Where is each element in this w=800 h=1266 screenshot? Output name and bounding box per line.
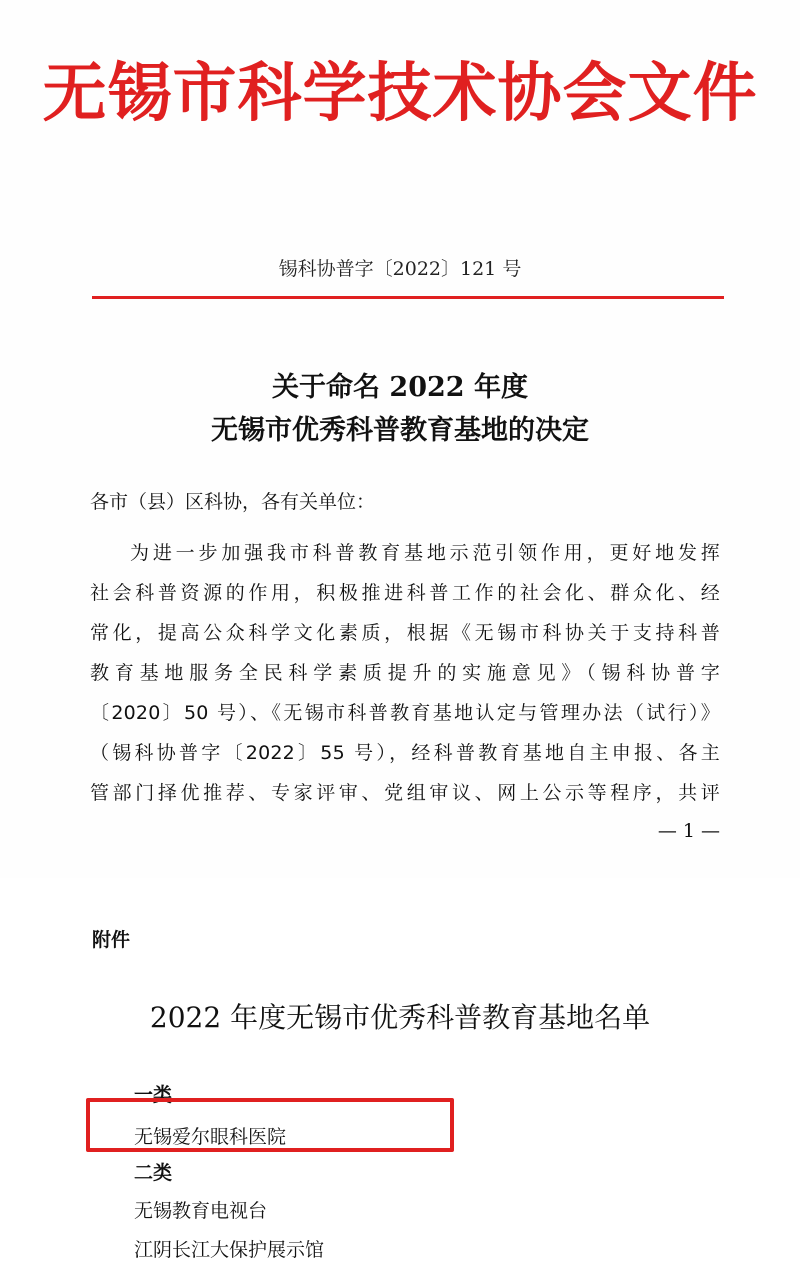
body-paragraph-line: 社会科普资源的作用，积极推进科普工作的社会化、群众化、经: [90, 582, 720, 604]
body-paragraph-line: （锡科协普字〔2022〕55 号），经科普教育基地自主申报、各主: [90, 742, 720, 764]
body-paragraph-line: 教育基地服务全民科学素质提升的实施意见》（锡科协普字: [90, 662, 720, 684]
list-item: 无锡爱尔眼科医院: [134, 1126, 287, 1148]
salutation: 各市（县）区科协，各有关单位：: [90, 491, 376, 513]
attachment-label: 附件: [92, 929, 131, 951]
list-item: 江阴长江大保护展示馆: [134, 1239, 325, 1261]
attachment-list-title: 2022 年度无锡市优秀科普教育基地名单: [149, 1001, 651, 1034]
document-number: 锡科协普字〔2022〕121 号: [278, 258, 522, 280]
red-divider-line: [92, 296, 724, 299]
page-separator: [0, 878, 800, 900]
body-paragraph-line: 常化，提高公众科学文化素质，根据《无锡市科协关于支持科普: [90, 622, 720, 644]
body-paragraph-line: 管部门择优推荐、专家评审、党组审议、网上公示等程序，共评: [90, 782, 720, 804]
document-header-title: 无锡市科学技术协会文件: [42, 56, 758, 131]
body-paragraph-line: 为进一步加强我市科普教育基地示范引领作用，更好地发挥: [130, 542, 720, 564]
decision-title-line-1: 关于命名 2022 年度: [272, 372, 528, 403]
body-paragraph-line: 〔2020〕50 号）、《无锡市科普教育基地认定与管理办法（试行）》: [90, 702, 720, 724]
category-heading-2: 二类: [134, 1162, 173, 1184]
category-heading-1: 一类: [134, 1084, 173, 1106]
decision-title-line-2: 无锡市优秀科普教育基地的决定: [211, 415, 589, 446]
page-number: — 1 —: [657, 820, 720, 842]
list-item: 无锡教育电视台: [134, 1200, 268, 1222]
